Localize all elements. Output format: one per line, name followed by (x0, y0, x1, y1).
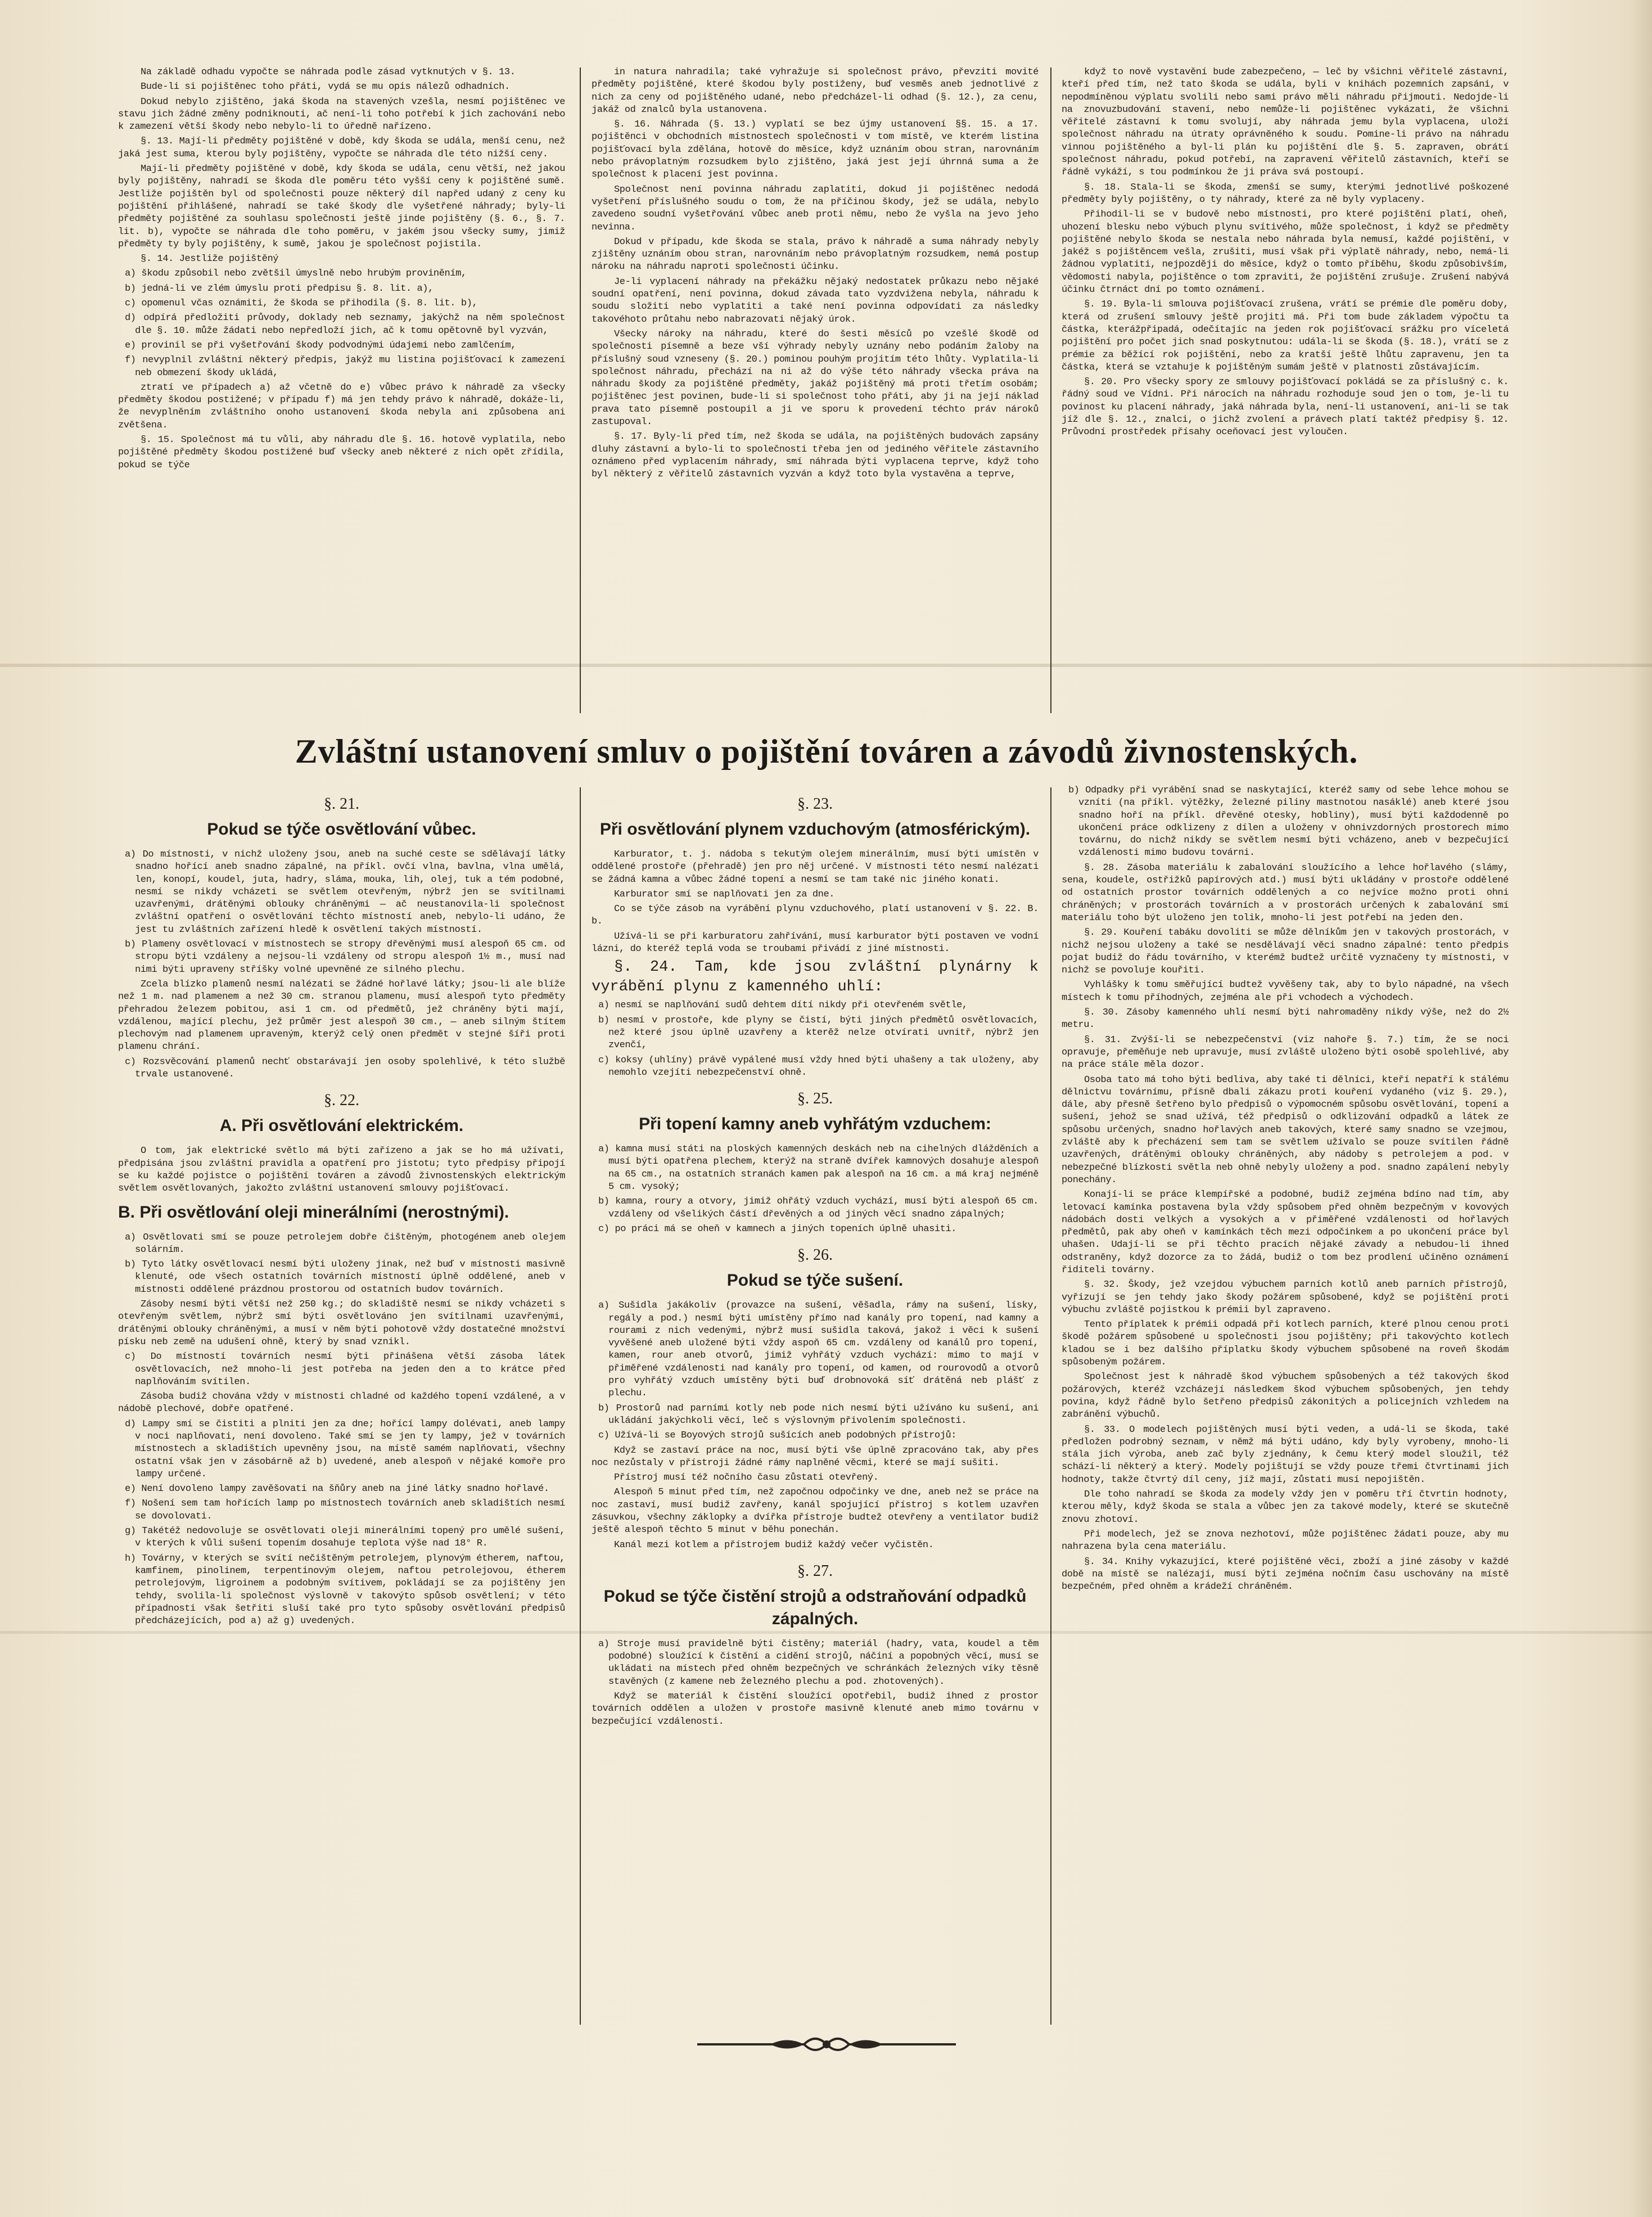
paragraph: Vyhlášky k tomu směřující budtež vyvěšeny tak, aby to bylo nápadné, na všech místech k tomu příhodných, zejména ale při vchodech a východech. (1062, 980, 1509, 1003)
paragraph: Zásoba budiž chována vždy v místnosti chladné od každého topení vzdálené, a v nádobě plechové, dobře opatřené. (118, 1391, 565, 1415)
section-number: §. 23. (797, 795, 833, 813)
ornament-flourish (692, 2030, 962, 2058)
paragraph: c) Rozsvěcování plamenů nechť obstarávají jen osoby spolehlivé, k této službě trvale ustanovené. (125, 1056, 565, 1080)
top-column-2 (592, 66, 1039, 713)
paragraph: c) Užívá-li se Boyových strojů sušících aneb podobných přístrojů: (598, 1430, 957, 1441)
bottom-column-1 (118, 785, 565, 2050)
paragraph: Při modelech, jež se znova nezhotoví, může pojištěnec žádati pouze, aby mu nahrazena byla cena materiálu. (1062, 1529, 1509, 1553)
paragraph: §. 15. Společnost má tu vůli, aby náhradu dle §. 16. hotově vyplatila, nebo pojištěné předměty škodou postižené buď všecky aneb některé z nich opět zřídila, pokud se týče (118, 435, 565, 471)
column-divider (1050, 67, 1051, 713)
paragraph: Tento příplatek k prémii odpadá při kotlech parních, které plnou cenou proti škodě požárem spůsobené u společnosti jsou pojištěny; při takovýchto kotlech kladou se i bez dalšího příplatku škody výbuchem spůsobené na roveň škodám spůsobeným požárem. (1062, 1319, 1509, 1368)
paragraph: d) Lampy smí se čistiti a plniti jen za dne; hořící lampy dolévati, aneb lampy v noci naplňovati, není dovoleno. Také smí se jen ty lampy, jež v továrních místnostech a skladištích upevněny jsou, na místě samém naplňovati, všechny ostatní však jen v zásobárně až b) uvedené, aneb alespoň v nějaké komoře pro lampy určené. (125, 1418, 565, 1480)
paragraph: a) škodu způsobil nebo zvětšil úmyslně nebo hrubým proviněním, (125, 268, 467, 280)
paragraph: e) Není dovoleno lampy zavěšovati na šňůry aneb na jiné látky snadno hořlavé. (125, 1484, 549, 1495)
paragraph: Užívá-li se při karburatoru zahřívání, musí karburator býti postaven ve vodní lázni, do kteréž teplá voda se troubami přivádí z jiné místnosti. (592, 931, 1039, 955)
section-number: §. 25. (797, 1090, 833, 1108)
section-heading: Pokud se týče sušení. (726, 1271, 904, 1290)
paragraph: §. 18. Stala-li se škoda, zmenší se sumy, kterými jednotlivé poškozené předměty byly pojištěny, o ty náhrady, které za ně byly vyplaceny. (1062, 182, 1509, 205)
paragraph: O tom, jak elektrické světlo má býti zařízeno a jak se ho má užívati, předpisána jsou zvláštní pravidla a opatření pro jistotu; tyto předpisy připojí se ku každé pojistce o pojištění továren a závodů živnostenských elektrickým světlem osvětlovaných, jakožto zvláštní ustanovení smlouvy pojišťovací. (118, 1146, 565, 1195)
paragraph: a) kamna musí státi na ploských kamenných deskách neb na cihelných dlážděních a musí býti opatřena plechem, kterýž na straně dvířek kamnových dosahuje alespoň na 65 cm., na ostatních stranách kamen pak alespoň na 16 cm. a má kraj nejméně 5 cm. vysoký; (598, 1144, 1039, 1193)
paragraph: f) nevyplnil zvláštní některý předpis, jakýž mu listina pojišťovací k zamezení neb obmezení škody ukládá, (125, 355, 565, 378)
column-divider (1050, 787, 1051, 2025)
paragraph: §. 31. Zvýší-li se nebezpečenství (viz nahoře §. 7.) tím, že se noci opravuje, přeměňuje neb upravuje, musí zvláště uloženo býti osobě spolehlivé, aby na práce stále měla dozor. (1062, 1034, 1509, 1071)
paragraph: a) Osvětlovati smí se pouze petrolejem dobře čištěným, photogénem aneb olejem solárním. (125, 1232, 565, 1255)
section-heading: Při osvětlování plynem vzduchovým (atmosférickým). (599, 820, 1031, 839)
paragraph: Karburator, t. j. nádoba s tekutým olejem minerálním, musí býti umístěn v oddělené prostoře (přehradě) jen pro něj určené. V místnosti této nesmí nalézati se žádná kamna a vůbec žádné topení a nesmí se tam také nic jiného konati. (592, 849, 1039, 885)
paragraph: Přihodil-li se v budově nebo místnosti, pro které pojištění platí, oheň, uhození blesku nebo výbuch plynu svítivého, může společnost, i když se předměty pojištěné nebylo škoda se nestala nebo náhrada byla nemusí, každé pojištění, v jakéž s pojištěncem vešla, zrušiti, musí však při výplatě náhrady, nebo, nemá-li žádnou vyplatiti, nejpozději do měsíce, když o tomto příběhu, škodu způsobivším, vědomosti nabyla, pojištěnce o tom zpraviti, že pojištění zrušuje. Zrušení nabývá účinku čtrnáct dní po tomto oznámení. (1062, 209, 1509, 296)
paragraph: c) Do místností továrních nesmí býti přinášena větší zásoba látek osvětlovacích, než mnoho-li jest potřeba na jeden den a to krátce před naplňováním svítilen. (125, 1351, 565, 1387)
paragraph: a) nesmí se naplňování sudů dehtem dítí nikdy při otevřeném světle, (598, 1000, 968, 1011)
paragraph: §. 33. O modelech pojištěných musí býti veden, a udá-li se škoda, také předložen podrobný seznam, v němž má býti udáno, kdy byly vyrobeny, mnoho-li stála jich výroba, aneb zač byly zjednány, k čemu který model sloužil, též schází-li některý a který. Modely pojištují se vždy pouze třemi čtvrtinami jich hodnoty, takže čtvrtý díl ceny, jíž mají, zůstati musí nepojištěn. (1062, 1424, 1509, 1485)
paragraph: b) Tyto látky osvětlovací nesmí býti uloženy jinak, než buď v místnosti masivně klenuté, ode všech ostatních továrních místností úplně oddělené, aneb v místnosti oddělené prázdnou prostorou od ostatních budov továrních. (125, 1259, 565, 1295)
paragraph: a) Do místnosti, v nichž uloženy jsou, aneb na suché ceste se sdělávají látky snadno hořící aneb snadno zápalné, na příkl. ovčí vlna, bavlna, vlna umělá, len, konopí, koudel, juta, hadry, sláma, mouka, lih, olej, tuk a tém podobné, nesmí se nikdy vcházeti se světlem otevřeným, nýbrž jen se svítilnami uzavřenými, drátěnými oblouky chráněnými — ač neustanovila-li společnost zvláštní opatření o osvětlování těchto místností aneb, nebylo-li udáno, že jest tu zvláštních zařízení hledě k osvětlení takých místností. (125, 849, 565, 935)
paragraph: Karburator smí se naplňovati jen za dne. (614, 889, 835, 900)
paragraph: in natura nahradila; také vyhražuje si společnost právo, převziti movité předměty pojištěné, které škodou byly postiženy, buď vesměs aneb jednotlivé z nich za ceny od pojištěného udané, nebo předcházel-li odhad (§. 12.), za cenu, jakáž od znalců byla ustanovena. (592, 67, 1039, 115)
paragraph: §. 13. Mají-li předměty pojištěné v době, kdy škoda se udála, menší cenu, než jaká jest suma, kterou byly pojištěny, vypočte se náhrada dle této nižší ceny. (118, 136, 565, 160)
paragraph: Dle toho nahradí se škoda za modely vždy jen v poměru tří čtvrtin hodnoty, kterou měly, když škoda se stala a vůbec jen za takové modely, které se skutečně znovu zhotoví. (1062, 1489, 1509, 1525)
section-title: Zvláštní ustanovení smluv o pojištění továren a závodů živnostenských. (295, 733, 1358, 770)
paragraph: g) Takétéž nedovoluje se osvětlovati oleji minerálními topený pro umělé sušení, v kterých k vůli sušení topením dosahuje teplota výše nad 18° R. (125, 1526, 565, 1549)
paragraph: Zcela blízko plamenů nesmí nalézati se žádné hořlavé látky; jsou-li ale blíže než 1 m. nad plamenem a než 30 cm. stranou plamenu, musí alespoň tyto předměty přehradou železem pobitou, asi 1 cm. od předmětů, jež chráněny býti mají, vzdálenou, mající plechu, jež průměr jest alespoň 30 cm., — aneb silným štítem plechovým nad plamenem upraveným, kterýž celý onen předmět v stejné šíři proti plamenu chrání. (118, 979, 565, 1053)
paragraph: c) opomenul včas oznámiti, že škoda se přihodila (§. 8. lit. b), (125, 298, 478, 309)
paragraph: Co se týče zásob na vyrábění plynu vzduchového, platí ustanovení v §. 22. B. b. (592, 904, 1039, 927)
paragraph: Společnost jest k náhradě škod výbuchem spůsobených a též takových škod požárových, kteréž vzcházejí následkem škod výbuchem spůsobených, jen tehdy povina, když řádně bylo šetřeno předpisů zákonitých a policejních vzhledem na zabránění výbuchů. (1062, 1372, 1509, 1421)
paragraph: Společnost není povinna náhradu zaplatiti, dokud ji pojištěnec nedodá vyšetření příslušného soudu o tom, že na příčinou škody, jež se udála, nebylo zavedeno soudní vyšetřování vůbec aneb proti němu, nebo že vyšla na jevo jeho nevinna. (592, 184, 1039, 233)
paragraph: Bude-li si pojištěnec toho přáti, vydá se mu opis nálezů odhadních. (141, 82, 510, 93)
section-number: §. 22. (324, 1092, 359, 1110)
paragraph: b) nesmí v prostoře, kde plyny se čistí, býti jiných předmětů osvětlovacích, než které jsou úplně uzavřeny a kterěž nelze otvírati uvnitř, nýbrž jen zvenčí, (598, 1015, 1039, 1051)
paragraph: b) Odpadky při vyrábění snad se naskytající, kteréž samy od sebe lehce mohou se vzníti (na příkl. výtěžky, železné piliny mastnotou nasáklé) aneb které jsou snadno hoří na příkl. dřevěné otesky, hobliny), musí býti každodenně po ukončení práce odklizeny z dílen a uloženy v ohnivzdorných prostorech mimo továrnu, do nichž nikdy se světlem nesmí býti vcházeno, aneb v bezpečující vzdálenosti mimo budovu továrni. (1068, 785, 1509, 859)
paragraph: c) koksy (uhlíny) právě vypálené musí vždy hned býti uhašeny a tak uloženy, aby nemohlo vzejíti nebezpečenství ohně. (598, 1055, 1039, 1078)
paragraph: Všecky nároky na náhradu, které do šesti měsíců po vzešlé škodě od společnosti písemně a beze vší výhrady nebyly uznány nebo podáním žaloby na příslušný soud vzneseny (§. 20.) pominou pouhým projitím této lhůty. Vyplatila-li společnost náhradu, přechází na ni až do výše této náhrady všecka práva na náhradu škody za pojištěné předměty, jakáž pojištěný má proti třetím osobám; pojištěnec jest povinen, bude-li si společnost toho přáti, aby ji na její náklad prava tato písemně postoupil a ji ve sporu k provedení téchto práv nároků zastupoval. (592, 328, 1039, 428)
paragraph: Dokud v případu, kde škoda se stala, právo k náhradě a suma náhrady nebyly zjištěny uznáním obou stran, narovnáním nebo právoplatným rozsudkem, nemá postup nároku na náhradu naproti společnosti účinku. (592, 236, 1039, 273)
paragraph: §. 34. Knihy vykazující, které pojištěné věci, zboží a jiné zásoby v každé době na místě se nalézají, musí býti zejména nočním času uschovány na místě bezpečném, před ohněm a krádeží chráněném. (1062, 1556, 1509, 1593)
bottom-column-2 (592, 785, 1039, 2027)
paragraph: §. 29. Kouření tabáku dovoliti se může dělníkům jen v takových prostorách, v nichž nejsou uloženy a také se nesdělávají věci snadno zápalné: tento předpis pojat budiž do řádu továrního, v kterémž budtež určitě vyznačeny ty místnosti, v nichž se povoluje kouřiti. (1062, 927, 1509, 976)
bottom-column-3 (1062, 785, 1509, 2050)
paragraph: Dokud nebylo zjištěno, jaká škoda na stavených vzešla, nesmí pojištěnec ve stavu jich žádné změny podniknouti, ač není-li toho potřebí k jich zachování nebo k zamezení větší škody nebo nebylo-li to úředně nařízeno. (118, 96, 565, 133)
paragraph: Zásoby nesmí býti větší než 250 kg.; do skladiště nesmí se nikdy vcházeti s otevřeným světlem, nýbrž smí býti osvětlováno jen svítilnami uzavřenými, drátěnými oblouky chráněnými, a musí v něm býti pohotově vždy dostatečné množství písku neb země na udušení ohně, který by snad vznikl. (118, 1299, 565, 1348)
paragraph: a) Sušidla jakákoliv (provazce na sušení, věšadla, rámy na sušení, lísky, regály a pod.) nesmí býti umístěny přímo nad kanály pro topení, nad kamny a rourami z nich vedenými, nýbrž musí sušidla taková, jakož i věci k sušení vyvěšené aneb uložené býti vždy aspoň 65 cm. vzdáleny od kanálů pro topení, kamen, rour aneb otvorů, jimiž vyhřátý vzduch vychází: mimo to mají v přiměřené vzdálenosti nad kanály pro topení, od kamen, od rourovodů a otvorů pro vyhřátý vzduch umístěny býti buď drobnovoká síť drátěná neb plášť z plechu. (598, 1300, 1039, 1399)
paragraph: Přístroj musí též nočního času zůstati otevřený. (614, 1472, 879, 1484)
top-column-1 (118, 66, 565, 713)
paragraph: §. 19. Byla-li smlouva pojišťovací zrušena, vrátí se prémie dle poměru doby, která od zrušení smlouvy ještě projiti má. Při tom bude základem výpočtu ta částka, kterážpřipadá, odečítajíc na jeden rok pojišťovací srážku pro víceletá pojištění pro počet jich snad poskytnutou: udála-li se škoda (§. 18.), vrátí se z prémie za běžící rok pojištění, nebo za kratší ještě lhůtu zapravenu, jen ta částka, která se vztahuje k pojištěným sumám ještě v platnosti zůstávajícím. (1062, 299, 1509, 373)
section-heading: Pokud se týče čistění strojů a odstraňování odpadků zápalných. (603, 1587, 1027, 1628)
paragraph: Kanál mezi kotlem a přístrojem budiž každý večer vyčistěn. (614, 1539, 934, 1551)
section-number: §. 27. (797, 1562, 833, 1580)
paragraph: Mají-li předměty pojištěné v době, kdy škoda se udála, cenu větší, než jakou byly pojištěny, nahradí se škoda dle poměru této vyšší ceny k pojištěné sumě. Jestliže pojištěn byl od společnosti pouze některý díl napřed udaný z ceny ku pojištění přihlášené, nahradí se také škody dle vyšetřené náhrady; byly-li předměty pojištěné za souhlasu společnosti ještě jinde pojištěny (§. 6., §. 7. lit. b), vypočte se náhrada dle toho poměru, v jakém jsou všecky sumy, jimiž předměty ty byly pojištěny, k sumě, jakou je společnost pojistila. (118, 164, 565, 250)
paragraph: f) Nošení sem tam hořících lamp po místnostech továrních aneb skladištích nesmí se dovolovati. (125, 1498, 565, 1522)
section-paragraph: §. 24. Tam, kde jsou zvláštní plynárny k vyrábění plynu z kamenného uhlí: (592, 959, 1039, 996)
paragraph: Když se materiál k čistění sloužící opotřebil, budiž ihned z prostor továrních oddělen a uložen v prostoře masivně klenuté aneb mimo továrnu v bezpečující vzdálenosti. (592, 1691, 1039, 1727)
paragraph: h) Továrny, v kterých se svítí nečištěným petrolejem, plynovým étherem, naftou, kamfinem, pinolinem, terpentinovým olejem, naftou petrolejovou, étherem petrolejovým, ligroinem a podobným svítivem, pokládají se za pojištěny jen tehdy, svolila-li společnost výslovně v takovýto spůsob osvětlení; v této případnosti však šetřiti sluší také pro tyto spůsoby osvětlování předpisů předcházejících, pod a) až g) uvedených. (125, 1553, 565, 1627)
paragraph: Na základě odhadu vypočte se náhrada podle zásad vytknutých v §. 13. (141, 67, 516, 78)
paragraph: Osoba tato má toho býti bedliva, aby také ti dělníci, kteří nepatří k stálému dělnictvu továrnímu, přísně dbali zákazu proti kouření vydaného (viz §. 29.), dále, aby přesně šetřeno bylo předpisů o výpomocném spůsobu osvětlování, topení a sušení, jehož se snad užívá, též předpisů o odklizování odpadků a látek ze spůsobu určených, snadno hořlavých aneb takových, které samy snadno se vzejmou, zvláště aby k přecházení sem tam se světlem užívalo se pouze svítilen řádně uzavřených, drátěnými oblouky chráněných, aby nádoby s petrolejem a pod. v nebezpečné blízkosti světla neb ohně nebyly uloženy a pod. snadno zapálení nebyly ponechány. (1062, 1074, 1509, 1186)
paragraph: Alespoň 5 minut před tím, než započnou odpočinky ve dne, aneb než se práce na noc zastaví, musí budiž zavřeny, kanál spojující přístroj s kotlem uzavřen zásuvkou, všechny záklopky a dvířka přístroje budtež otevřeny a ventilator budiž ještě alespoň těchto 5 minut v běhu ponechán. (592, 1487, 1039, 1536)
paragraph: b) Prostorů nad parními kotly neb pode nich nesmí býti užíváno ku sušení, ani ukládání jakýchkoli věcí, leč s výslovným přivolením společnosti. (598, 1403, 1039, 1426)
paragraph: b) kamna, roury a otvory, jimiž ohřátý vzduch vychází, musí býti alespoň 65 cm. vzdáleny od všelikých částí dřevěných a od jiných věcí snadno zápalných; (598, 1196, 1039, 1220)
section-heading: Při topení kamny aneb vyhřátým vzduchem: (639, 1115, 991, 1134)
section-heading: B. Při osvětlování oleji minerálními (nerostnými). (118, 1202, 509, 1222)
paragraph: Konají-li se práce klempířské a podobné, budiž zejména bdíno nad tím, aby letovací kamínka postavena byla vždy spůsobem před ohněm bezpečným v kovových nádobách dosti velkých a vysokých a v přiměřené vzdálenosti od hořlavých předmětů, pak aby oheň v kamínkách těch mezi odpočinkem a po ukončení práce byl uhašen. Udají-li se při těchto pracích nějaké závady a nebudou-li ihned odstraněny, když dozorce za to žádá, budiž o tom bez prodlení učiněno oznámení řiditeli továrny. (1062, 1189, 1509, 1276)
paragraph: když to nově vystavění bude zabezpečeno, — leč by všichni věřitelé zástavní, kteří před tím, než tato škoda se udála, byli v knihách pozemních zapsáni, v nepodmíněnou výplatu svolili nebo sami právo měli náhradu přijmouti. Nedojde-li na znovuzbudování stavení, nebo nemůže-li pojištěnec vykázati, že všichni věřitelé zástavní k tomu svolují, aby náhrada jemu byla vyplacena, uloží společnost náhradu na útraty oprávněného k soudu. Pomine-li právo na náhradu vinnou pojištěného a byl-li plán ku pojištění dle §. 5. zapraven, obrátí společnost náhradu, pokud potřebí, na zapravení věřitelů zástavních, kteří se řádně vykáží, s tou podmínkou že ji práva svá postoupí. (1062, 67, 1509, 178)
paragraph: a) Stroje musí pravidelně býti čistěny; materiál (hadry, vata, koudel a těm podobné) sloužící k čistění a cidění strojů, náčiní a popobných věcí, musí se ukládati na místech před ohněm bezpečných ve schránkách železných víky těsně stavěných (z kamene neb železného plechu a pod. zhotovených). (598, 1638, 1039, 1687)
section-number: §. 26. (797, 1246, 833, 1264)
paper-edge-shadow (1630, 0, 1652, 2217)
section-number: §. 21. (324, 795, 359, 813)
paragraph: §. 32. Škody, jež vzejdou výbuchem parních kotlů aneb parních přístrojů, vyřizují se jen tehdy jako škody požárem spůsobené, když se pojištění proti výbuchu zvláště pojistkou k prémii byl zapraveno. (1062, 1279, 1509, 1315)
paragraph: b) Plameny osvětlovací v místnostech se stropy dřevěnými musí alespoň 65 cm. od stropu býti vzdáleny a nejsou-li vzdáleny od stropu alespoň 1½ m., musí nad nimi býti upraveny stříšky volné upevněné ze silného plechu. (125, 939, 565, 975)
section-heading: Pokud se týče osvětlování vůbec. (207, 820, 476, 839)
column-divider (580, 787, 581, 2025)
paragraph: c) po práci má se oheň v kamnech a jiných topeních úplně uhasiti. (598, 1223, 957, 1234)
paragraph: §. 28. Zásoba materiálu k zabalování sloužícího a lehce hořlavého (slámy, sena, koudele, ostřižků papírových atd.) musí býti ukládány v prostoře oddělené od ostatních prostor továrních oddělených a co nejvíce možno proti ohni chráněných; v prostorách továrních a v prostorách určených k zabalování smí materiálu toho být uloženo jen tolik, mnoho-li jest potřebí na jeden den. (1062, 862, 1509, 923)
paragraph: §. 20. Pro všecky spory ze smlouvy pojišťovací pokládá se za příslušný c. k. řádný soud ve Vídni. Při nárocích na náhradu rozhoduje soud jen o tom, je-li tu povinost ku placení náhrady, jaká náhrada byla, není-li ustanovení, ani-li se tak jíž dle §. 12., znalci, o jichž zvolení a právech platí taktéž předpisy §. 12. Průvodní prostředek přísahy oceňovací jest vyloučen. (1062, 377, 1509, 438)
paragraph: b) jedná-li ve zlém úmyslu proti předpisu §. 8. lit. a), (125, 283, 434, 294)
paragraph: §. 30. Zásoby kamenného uhlí nesmí býti nahromaděny nikdy výše, než do 2½ metru. (1062, 1007, 1509, 1031)
paragraph: e) provinil se při vyšetřování škody podvodnými údajemi nebo zamlčením, (125, 340, 516, 351)
top-column-3 (1062, 66, 1509, 713)
section-heading: A. Při osvětlování elektrickém. (219, 1116, 464, 1135)
paragraph: §. 17. Byly-li před tím, než škoda se udála, na pojištěných budovách zapsány dluhy zástavní a bylo-li to společnosti třeba jen od jediného věřitele zástavního oznámeno před vyplacením náhrady, smí náhrada býti vyplacena teprve, když toho byl některý z věřitelů zástavních vyzván a když toto byla vystavěna a teprve, (592, 431, 1039, 480)
paragraph: §. 14. Jestliže pojištěný (141, 254, 279, 265)
column-divider (580, 67, 581, 713)
paragraph: d) odpírá předložiti průvody, doklady neb seznamy, jakýchž na něm společnost dle §. 10. může žádati nebo nepředloží jich, ač k tomu opětovně byl vyzván, (125, 313, 565, 336)
paragraph: Je-li vyplacení náhrady na překážku nějaký nedostatek průkazu nebo nějaké soudní opatření, není povinna, dokud závada tato vyzdvižena nebyla, náhradu k soudu složiti nebo vyplatiti a také není povinna odpovídati za následky takovéhoto průtahu nebo nabrazovati nějaký úrok. (592, 276, 1039, 325)
paragraph: ztratí ve případech a) až včetně do e) vůbec právo k náhradě za všecky předměty škodou postižené; v případu f) má jen tehdy právo k náhradě, dokáže-li, že nevyplněním zvláštního onoho ustanovení škoda nebyla ani způsobena ani zvětšena. (118, 382, 565, 431)
paragraph: §. 16. Náhrada (§. 13.) vyplatí se bez újmy ustanovení §§. 15. a 17. pojištěnci v obchodních místnostech společnosti v tom místě, ve kterém listina pojišťovací byla zdělána, hotově do měsíce, když uznáním obou stran, narovnáním nebo právoplatným rozsudkem bylo zjištěno, jaká jest její úhrnná suma a že společnost k placení jest povinna. (592, 119, 1039, 181)
paragraph: Když se zastaví práce na noc, musí býti vše úplně zpracováno tak, aby přes noc nezůstaly v přístroji žádné rámy naplněné věcmi, které se mají sušiti. (592, 1445, 1039, 1468)
